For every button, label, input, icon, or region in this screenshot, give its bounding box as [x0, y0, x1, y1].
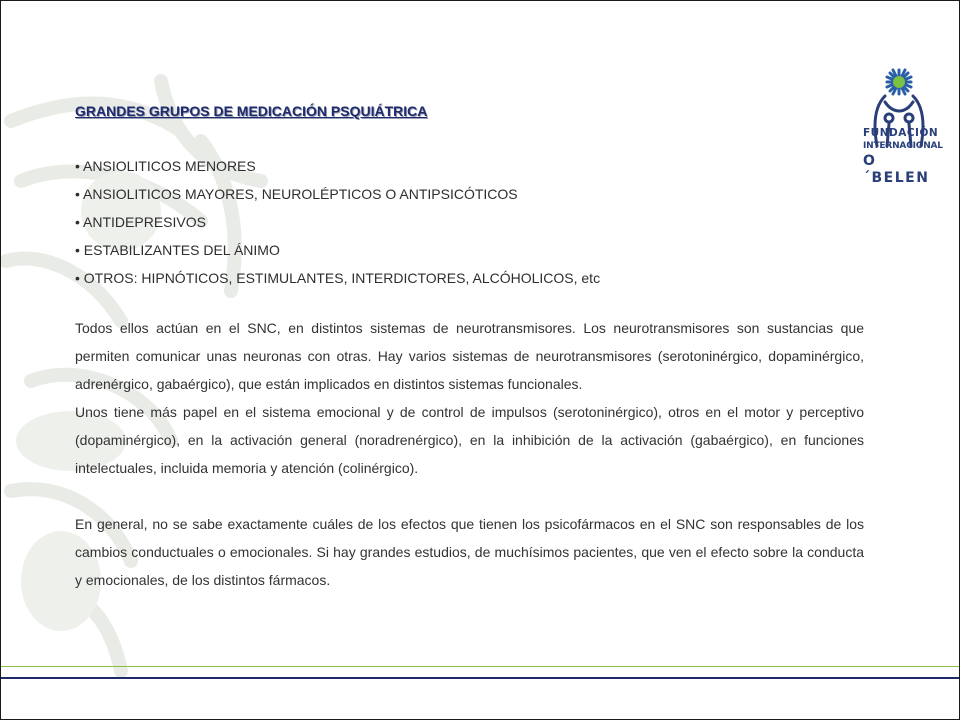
medication-list [75, 152, 864, 292]
list-item-text: ANSIOLITICOS MENORES [83, 158, 256, 174]
content [75, 97, 864, 594]
bullet: • [75, 270, 80, 286]
footer-rule-navy [1, 677, 959, 679]
list-item [75, 264, 864, 292]
list-item-text: ANTIDEPRESIVOS [83, 214, 206, 230]
list-item-text: ESTABILIZANTES DEL ÁNIMO [83, 242, 280, 258]
bullet: • [75, 214, 80, 230]
list-item [75, 152, 864, 180]
paragraph-1: Todos ellos actúan en el SNC, en distintos sistemas de neurotransmisores. Los neurotransmisores son sustancias que permiten comunicar unas neuronas con otras. Hay varios sistemas de neurotransmisores (serotoninérgico, dopaminérgico, adrenérgico, gabaérgico), que están implicados en distintos sistemas funcionales. [75, 320, 864, 392]
logo-line-1: FUNDACIÓN [863, 127, 939, 139]
bullet: • [75, 242, 80, 258]
paragraph-3: En general, no se sabe exactamente cuáles de los efectos que tienen los psicofármacos en el SNC son responsables de los cambios conductuales o emocionales. Si hay grandes estudios, de muchísimos pacientes, que ven el efecto sobre la conducta y emocionales, de los distintos fármacos. [75, 516, 864, 588]
list-item-text: ANSIOLITICOS MAYORES, NEUROLÉPTICOS O ANTIPSICÓTICOS [83, 186, 518, 202]
list-item [75, 180, 864, 208]
list-item [75, 208, 864, 236]
list-item-text: OTROS: HIPNÓTICOS, ESTIMULANTES, INTERDICTORES, ALCÓHOLICOS, etc [83, 270, 601, 286]
footer-rule-green [1, 666, 959, 667]
paragraph-2: Unos tiene más papel en el sistema emocional y de control de impulsos (serotoninérgico), otros en el motor y perceptivo (dopaminérgico), en la activación general (noradrenérgico), en la inhibición de la activación (gabaérgico), en funciones intelectuales, incluida memoria y atención (colinérgico). [75, 404, 864, 476]
page-title: GRANDES GRUPOS DE MEDICACIÓN PSQUIÁTRICA [75, 103, 428, 119]
list-item [75, 236, 864, 264]
sun-icon [887, 70, 911, 94]
logo-text [863, 127, 943, 187]
logo-line-3: O´BELEN [863, 153, 930, 186]
bullet: • [75, 186, 80, 202]
logo-line-2: INTERNACIONAL [863, 141, 943, 151]
bullet: • [75, 158, 80, 174]
